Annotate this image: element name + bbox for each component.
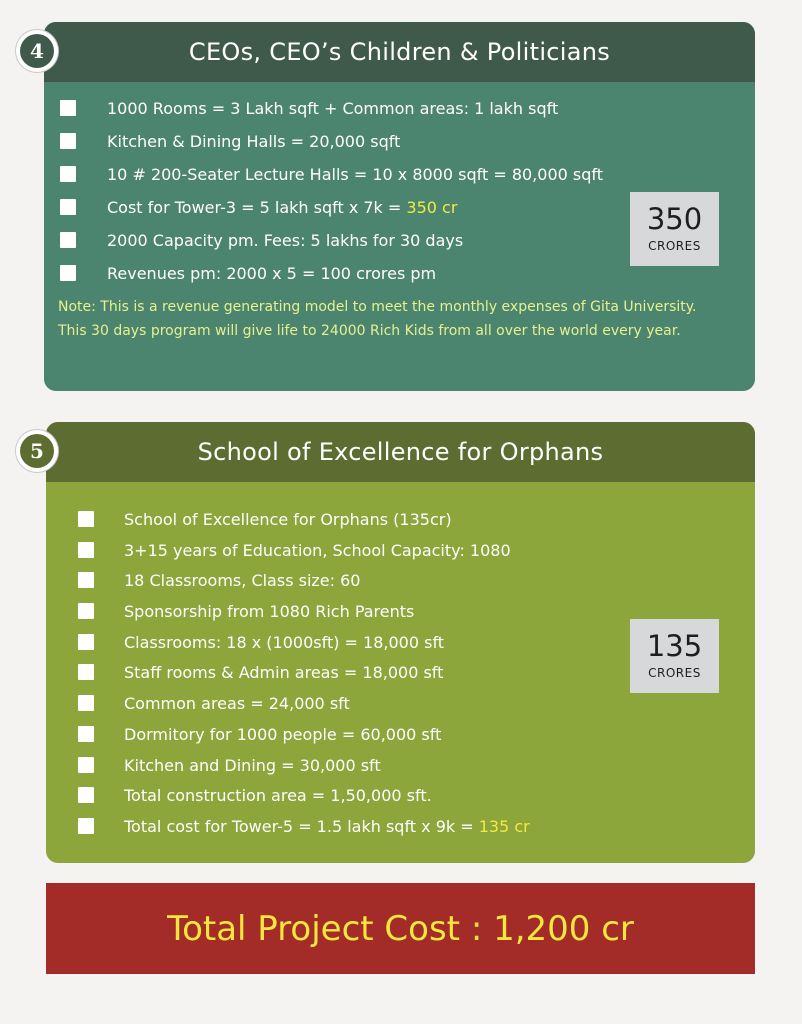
- list-item-text: Total cost for Tower-5 = 1.5 lakh sqft x 9k =: [124, 816, 479, 836]
- list-item-text: Staff rooms & Admin areas = 18,000 sft: [124, 663, 444, 683]
- list-item: [60, 262, 603, 295]
- list-item: [60, 130, 603, 163]
- list-item-text: Kitchen and Dining = 30,000 sft: [124, 755, 381, 775]
- section-4-cost-amount: 350: [646, 202, 703, 236]
- checkbox-icon: [78, 664, 94, 680]
- checkbox-icon: [78, 726, 94, 742]
- section-5-cost-box: [630, 619, 719, 693]
- list-item-text: Classrooms: 18 x (1000sft) = 18,000 sft: [124, 632, 445, 652]
- section-4-note: Note: This is a revenue generating model to meet the monthly expenses of Gita University. This 30 days program will give life to 24000 Rich Kids from all over the world every year.: [58, 299, 697, 339]
- list-item-text: Common areas = 24,000 sft: [124, 694, 350, 714]
- list-item: [60, 97, 603, 130]
- checkbox-icon: [78, 542, 94, 558]
- total-project-cost-label: Total Project Cost : 1,200 cr: [167, 908, 634, 949]
- checkbox-icon: [60, 232, 76, 248]
- checkbox-icon: [60, 133, 76, 149]
- list-item-text: Kitchen & Dining Halls = 20,000 sqft: [107, 132, 401, 151]
- list-item-text: 3+15 years of Education, School Capacity: 1080: [124, 540, 511, 560]
- list-item-text: School of Excellence for Orphans (135cr): [124, 510, 452, 529]
- list-item: [60, 229, 603, 262]
- checkbox-icon: [78, 818, 94, 834]
- section-5-number-badge: [16, 430, 58, 472]
- list-item: [78, 508, 530, 539]
- checkbox-icon: [78, 695, 94, 711]
- section-5-header: [46, 422, 755, 482]
- section-5-cost-unit: CRORES: [648, 666, 701, 680]
- list-item: [78, 784, 530, 815]
- section-5-cost-amount: 135: [646, 629, 703, 663]
- list-item: [78, 569, 530, 600]
- highlighted-cost: 350 cr: [406, 198, 458, 217]
- list-item: [78, 600, 530, 631]
- section-4-header: [44, 22, 755, 82]
- list-item: [78, 815, 530, 846]
- list-item-text: 2000 Capacity pm. Fees: 5 lakhs for 30 days: [107, 231, 464, 250]
- list-item: [60, 163, 603, 196]
- checkbox-icon: [60, 100, 76, 116]
- checkbox-icon: [78, 757, 94, 773]
- section-4-cost-unit: CRORES: [648, 239, 701, 253]
- checkbox-icon: [60, 166, 76, 182]
- list-item-text: Cost for Tower-3 = 5 lakh sqft x 7k =: [107, 198, 407, 217]
- checkbox-icon: [78, 603, 94, 619]
- list-item-text: Revenues pm: 2000 x 5 = 100 crores pm: [107, 264, 437, 283]
- list-item-text: 1000 Rooms = 3 Lakh sqft + Common areas: 1 lakh sqft: [107, 99, 559, 118]
- checkbox-icon: [60, 199, 76, 215]
- checkbox-icon: [78, 787, 94, 803]
- checkbox-icon: [78, 572, 94, 588]
- section-5-number: 5: [20, 434, 54, 468]
- checkbox-icon: [78, 511, 94, 527]
- section-5-title: School of Excellence for Orphans: [197, 438, 604, 466]
- checkbox-icon: [78, 634, 94, 650]
- section-4-list: [60, 97, 603, 295]
- section-5-list: [78, 508, 530, 846]
- list-item-text: 10 # 200-Seater Lecture Halls = 10 x 8000 sqft = 80,000 sqft: [107, 165, 604, 184]
- list-item: [78, 723, 530, 754]
- section-4-title: CEOs, CEO’s Children & Politicians: [188, 38, 611, 66]
- list-item: [78, 692, 530, 723]
- list-item-text: Total construction area = 1,50,000 sft.: [124, 786, 432, 806]
- list-item: [78, 754, 530, 785]
- section-4-cost-box: [630, 192, 719, 266]
- highlighted-cost: 135 cr: [478, 816, 530, 836]
- list-item: [78, 661, 530, 692]
- list-item-text: Sponsorship from 1080 Rich Parents: [124, 602, 415, 622]
- list-item: [60, 196, 603, 229]
- list-item: [78, 631, 530, 662]
- list-item-text: 18 Classrooms, Class size: 60: [124, 571, 361, 591]
- list-item-text: Dormitory for 1000 people = 60,000 sft: [124, 724, 442, 744]
- section-4-number-badge: [16, 30, 58, 72]
- list-item: [78, 539, 530, 570]
- total-project-cost-banner: [46, 883, 755, 974]
- checkbox-icon: [60, 265, 76, 281]
- section-4-number: 4: [20, 34, 54, 68]
